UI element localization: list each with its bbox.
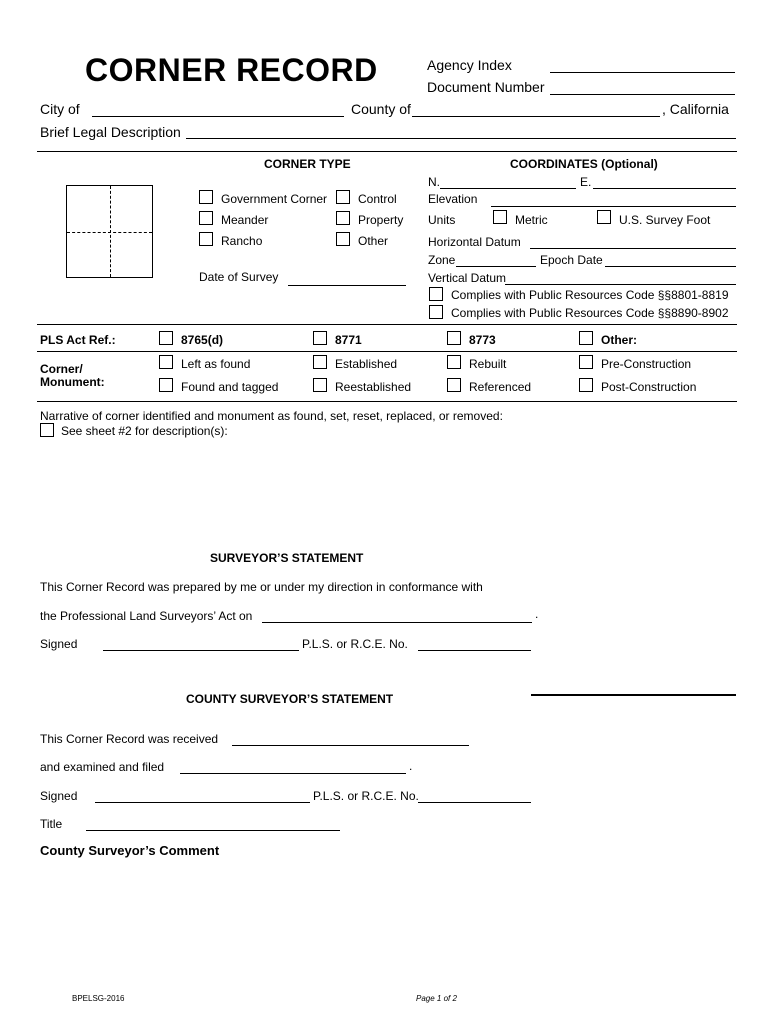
referenced-label: Referenced xyxy=(469,380,532,394)
legal-description-field[interactable] xyxy=(186,138,736,139)
agency-index-field[interactable] xyxy=(550,72,735,73)
complies-8801-label: Complies with Public Resources Code §§8801-8819 xyxy=(451,288,729,302)
county-period: . xyxy=(409,759,413,773)
found-and-tagged-checkbox[interactable] xyxy=(159,378,173,392)
rancho-checkbox[interactable] xyxy=(199,232,213,246)
county-stamp-line xyxy=(531,694,736,696)
coordinates-heading: COORDINATES (Optional) xyxy=(510,157,658,171)
pre-construction-checkbox[interactable] xyxy=(579,355,593,369)
pls-other-label: Other: xyxy=(601,333,637,347)
date-of-survey-label: Date of Survey xyxy=(199,270,279,284)
northing-label: N. xyxy=(428,175,440,189)
pls-8773-label: 8773 xyxy=(469,333,496,347)
pls-other-checkbox[interactable] xyxy=(579,331,593,345)
left-as-found-label: Left as found xyxy=(181,357,251,371)
divider xyxy=(37,324,737,325)
metric-label: Metric xyxy=(515,213,548,227)
government-corner-label: Government Corner xyxy=(221,192,328,206)
pre-construction-label: Pre-Construction xyxy=(601,357,692,371)
legal-description-label: Brief Legal Description xyxy=(40,124,181,140)
epoch-date-field[interactable] xyxy=(605,266,736,267)
form-title: CORNER RECORD xyxy=(85,52,378,88)
agency-index-label: Agency Index xyxy=(427,57,512,73)
narrative-label: Narrative of corner identified and monument as found, set, reset, replaced, or removed: xyxy=(40,409,503,423)
established-checkbox[interactable] xyxy=(313,355,327,369)
surveyor-signature-field[interactable] xyxy=(103,650,299,651)
county-received-label: This Corner Record was received xyxy=(40,732,219,746)
reestablished-label: Reestablished xyxy=(335,380,412,394)
diagram-horizontal-line xyxy=(67,232,152,233)
county-examined-label: and examined and filed xyxy=(40,760,165,774)
pls-act-label: PLS Act Ref.: xyxy=(40,333,116,347)
found-and-tagged-label: Found and tagged xyxy=(181,380,279,394)
monument-label-line1: Corner/ xyxy=(40,362,83,376)
county-title-field[interactable] xyxy=(86,830,340,831)
easting-label: E. xyxy=(580,175,592,189)
property-label: Property xyxy=(358,213,404,227)
us-survey-foot-label: U.S. Survey Foot xyxy=(619,213,711,227)
county-pls-field[interactable] xyxy=(418,802,531,803)
county-pls-label: P.L.S. or R.C.E. No. xyxy=(313,789,419,803)
county-title-label: Title xyxy=(40,817,63,831)
easting-field[interactable] xyxy=(593,188,736,189)
county-examined-field[interactable] xyxy=(180,773,406,774)
surveyor-statement-line2: the Professional Land Surveyors’ Act on xyxy=(40,609,253,623)
vertical-datum-field[interactable] xyxy=(505,284,736,285)
surveyor-pls-label: P.L.S. or R.C.E. No. xyxy=(302,637,408,651)
county-received-field[interactable] xyxy=(232,745,469,746)
complies-8801-checkbox[interactable] xyxy=(429,287,443,301)
rebuilt-label: Rebuilt xyxy=(469,357,507,371)
northing-field[interactable] xyxy=(440,188,576,189)
control-label: Control xyxy=(358,192,397,206)
document-number-label: Document Number xyxy=(427,79,545,95)
pls-8765d-label: 8765(d) xyxy=(181,333,224,347)
elevation-field[interactable] xyxy=(491,206,736,207)
left-as-found-checkbox[interactable] xyxy=(159,355,173,369)
pls-8771-label: 8771 xyxy=(335,333,362,347)
divider xyxy=(37,151,737,152)
us-survey-foot-checkbox[interactable] xyxy=(597,210,611,224)
established-label: Established xyxy=(335,357,398,371)
other-label: Other xyxy=(358,234,389,248)
other-checkbox[interactable] xyxy=(336,232,350,246)
see-sheet-2-checkbox[interactable] xyxy=(40,423,54,437)
county-statement-heading: COUNTY SURVEYOR’S STATEMENT xyxy=(186,692,394,706)
epoch-date-label: Epoch Date xyxy=(540,253,603,267)
document-number-field[interactable] xyxy=(550,94,735,95)
meander-checkbox[interactable] xyxy=(199,211,213,225)
pls-8773-checkbox[interactable] xyxy=(447,331,461,345)
divider xyxy=(37,401,737,402)
horizontal-datum-label: Horizontal Datum xyxy=(428,235,521,249)
pls-8765d-checkbox[interactable] xyxy=(159,331,173,345)
meander-label: Meander xyxy=(221,213,269,227)
elevation-label: Elevation xyxy=(428,192,478,206)
complies-8890-label: Complies with Public Resources Code §§8890-8902 xyxy=(451,306,729,320)
surveyor-statement-heading: SURVEYOR’S STATEMENT xyxy=(210,551,364,565)
pls-8771-checkbox[interactable] xyxy=(313,331,327,345)
post-construction-checkbox[interactable] xyxy=(579,378,593,392)
see-sheet-2-label: See sheet #2 for description(s): xyxy=(61,424,228,438)
horizontal-datum-field[interactable] xyxy=(530,248,736,249)
rebuilt-checkbox[interactable] xyxy=(447,355,461,369)
form-id: BPELSG-2016 xyxy=(72,994,125,1003)
reestablished-checkbox[interactable] xyxy=(313,378,327,392)
page-number: Page 1 of 2 xyxy=(416,994,457,1003)
units-label: Units xyxy=(428,213,456,227)
surveyor-pls-field[interactable] xyxy=(418,650,531,651)
complies-8890-checkbox[interactable] xyxy=(429,305,443,319)
metric-checkbox[interactable] xyxy=(493,210,507,224)
government-corner-checkbox[interactable] xyxy=(199,190,213,204)
corner-type-heading: CORNER TYPE xyxy=(264,157,351,171)
zone-field[interactable] xyxy=(456,266,536,267)
property-checkbox[interactable] xyxy=(336,211,350,225)
vertical-datum-label: Vertical Datum xyxy=(428,271,507,285)
zone-label: Zone xyxy=(428,253,456,267)
city-field[interactable] xyxy=(92,116,344,117)
city-label: City of xyxy=(40,101,80,117)
surveyor-statement-line1: This Corner Record was prepared by me or under my direction in conformance with xyxy=(40,580,483,594)
referenced-checkbox[interactable] xyxy=(447,378,461,392)
county-signature-field[interactable] xyxy=(95,802,310,803)
post-construction-label: Post-Construction xyxy=(601,380,697,394)
county-signed-label: Signed xyxy=(40,789,78,803)
county-comment-label: County Surveyor’s Comment xyxy=(40,843,220,858)
control-checkbox[interactable] xyxy=(336,190,350,204)
section-diagram xyxy=(66,185,153,278)
county-label: County of xyxy=(351,101,411,117)
state-label: , California xyxy=(662,101,729,117)
divider xyxy=(37,351,737,352)
monument-label-line2: Monument: xyxy=(40,375,105,389)
county-field[interactable] xyxy=(412,116,660,117)
rancho-label: Rancho xyxy=(221,234,263,248)
date-of-survey-field[interactable] xyxy=(288,285,406,286)
surveyor-signed-label: Signed xyxy=(40,637,78,651)
surveyor-date-field[interactable] xyxy=(262,622,532,623)
surveyor-period: . xyxy=(535,607,539,621)
